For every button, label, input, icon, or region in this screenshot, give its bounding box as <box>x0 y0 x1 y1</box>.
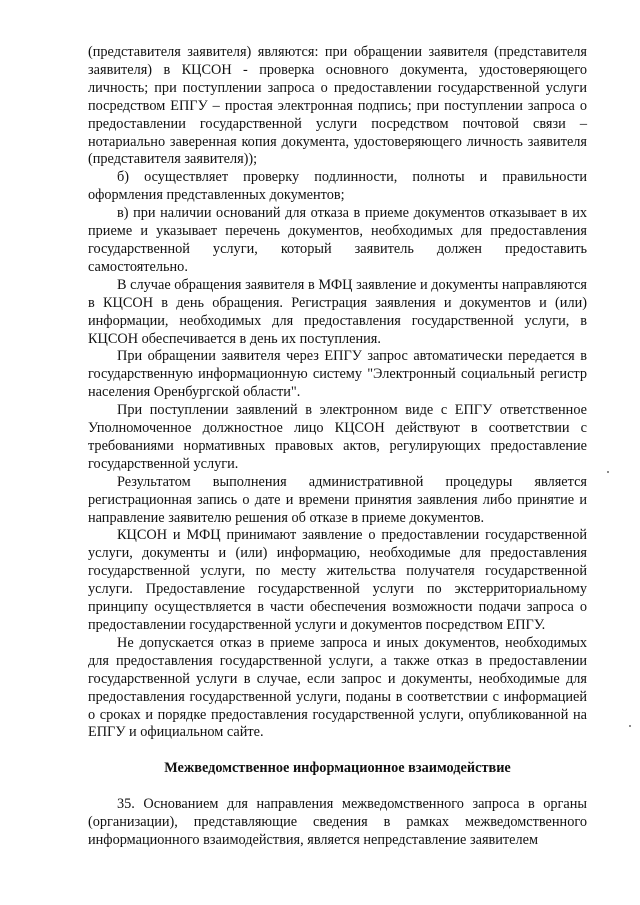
paragraph-6: При поступлении заявлений в электронном виде с ЕПГУ ответственное Уполномоченное должностное лицо КЦСОН действуют в соответствии с требованиями нормативных правовых актов, регулирующих предоставление государственной услуги. <box>88 402 587 472</box>
paragraph-8: КЦСОН и МФЦ принимают заявление о предоставлении государственной услуги, документы и (или) информацию, необходимые для предоставления государственной услуги, по месту жительства получателя государственной услуги. Предоставление государственной услуги по экстерриториальному принципу осуществляется в части обеспечения возможности подачи запроса о предоставлении государственной услуги и документов посредством ЕПГУ. <box>88 527 587 633</box>
document-body <box>88 44 587 850</box>
paragraph-7: Результатом выполнения административной процедуры является регистрационная запись о дате и времени принятия заявления либо принятие и направление заявителю решения об отказе в приеме документов. <box>88 473 587 526</box>
paragraph-5: При обращении заявителя через ЕПГУ запрос автоматически передается в государственную информационную систему "Электронный социальный регистр населения Оренбургской области". <box>88 348 587 401</box>
paragraph-2: б) осуществляет проверку подлинности, полноты и правильности оформления представленных документов; <box>88 169 587 204</box>
paragraph-35: 35. Основанием для направления межведомственного запроса в органы (организации), представляющие сведения в рамках межведомственного информационного взаимодействия, является непредставление заявителем <box>88 796 587 849</box>
scan-speck <box>629 725 631 727</box>
section-heading: Межведомственное информационное взаимодействие <box>164 760 511 777</box>
paragraph-4: В случае обращения заявителя в МФЦ заявление и документы направляются в КЦСОН в день обращения. Регистрация заявления и документов и (или) информации, необходимых для предоставления государственной услуги, в КЦСОН обеспечивается в день их поступления. <box>88 276 587 347</box>
paragraph-9: Не допускается отказ в приеме запроса и иных документов, необходимых для предоставления государственной услуги, а также отказ в предоставлении государственной услуги в случае, если запрос и документы, необходимые для предоставления государственной услуги, поданы в соответствии с информацией о сроках и порядке предоставления государственной услуги, опубликованной на ЕПГУ и официальном сайте. <box>88 634 587 741</box>
scan-speck <box>607 471 609 473</box>
paragraph-3: в) при наличии оснований для отказа в приеме документов отказывает в их приеме и указывает перечень документов, необходимых для предоставления государственной услуги, который заявитель должен предоставить самостоятельно. <box>88 205 587 275</box>
paragraph-1: (представителя заявителя) являются: при обращении заявителя (представителя заявителя) в КЦСОН - проверка основного документа, удостоверяющего личность; при поступлении запроса о предоставлении государственной услуги посредством ЕПГУ – простая электронная подпись; при поступлении запроса о предоставлении государственной услуги посредством почтовой связи – нотариально заверенная копия документа, удостоверяющего личность заявителя (представителя заявителя)); <box>88 44 587 168</box>
